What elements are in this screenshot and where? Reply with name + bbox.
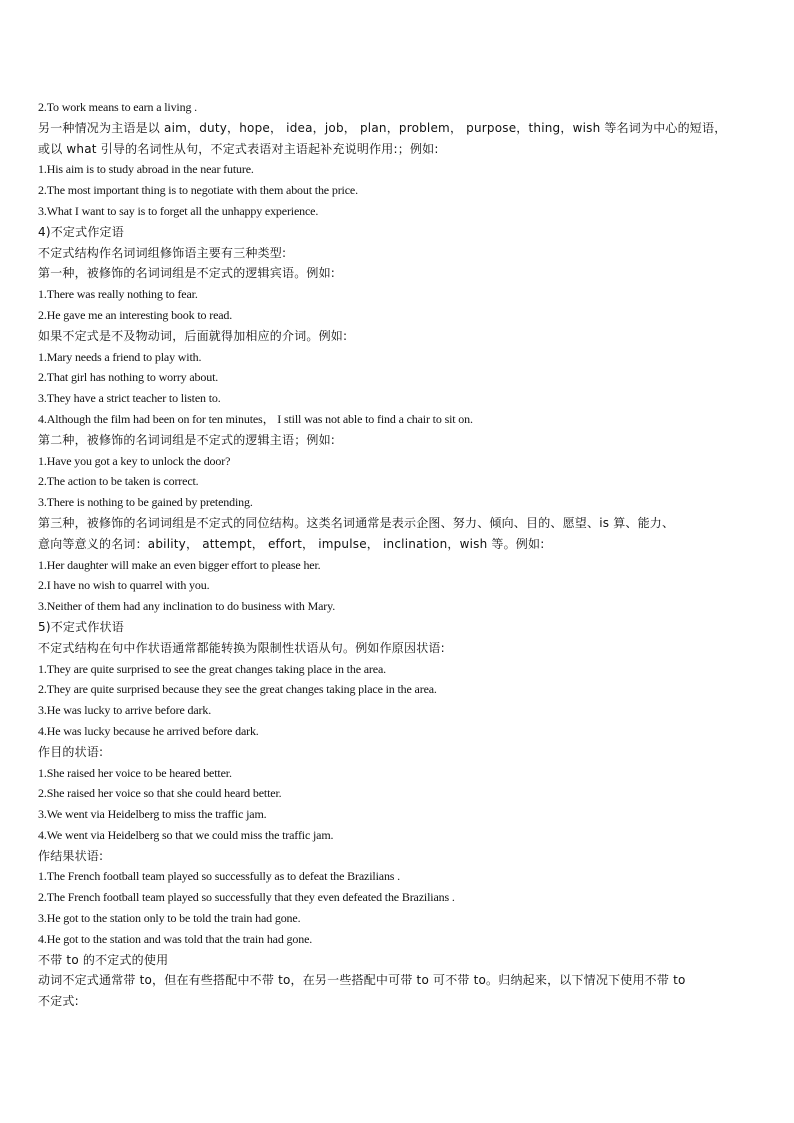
example-sentence-line: 1.Mary needs a friend to play with. — [38, 349, 202, 364]
example-sentence-line: 4.He was lucky because he arrived before dark. — [38, 723, 259, 738]
example-sentence-line: 1.They are quite surprised to see the great changes taking place in the area. — [38, 661, 386, 676]
paragraph-line-chinese: 动词不定式通常带 to，但在有些搭配中不带 to，在另一些搭配中可带 to 可不带 to。归纳起来，以下情况下使用不带 to — [38, 973, 686, 988]
example-sentence-line: 3.There is nothing to be gained by pretending. — [38, 495, 253, 510]
example-sentence-line: 1.There was really nothing to fear. — [38, 287, 198, 302]
example-sentence-line: 2.I have no wish to quarrel with you. — [38, 578, 210, 593]
paragraph-line-chinese: 另一种情况为主语是以 aim，duty，hope， idea，job， plan，problem， purpose，thing，wish 等名词为中心的短语， — [38, 120, 727, 135]
paragraph-line-chinese: 第二种，被修饰的名词词组是不定式的逻辑主语；例如: — [38, 432, 336, 447]
example-sentence-line: 2.He gave me an interesting book to read. — [38, 307, 233, 322]
paragraph-line-chinese: 不定式结构在句中作状语通常都能转换为限制性状语从句。例如作原因状语: — [38, 640, 445, 655]
example-sentence-line: 2.The most important thing is to negotiate with them about the price. — [38, 183, 358, 198]
example-sentence-line: 1.His aim is to study abroad in the near future. — [38, 162, 254, 177]
example-sentence-line: 2.She raised her voice so that she could heard better. — [38, 786, 282, 801]
example-sentence-line: 3.He was lucky to arrive before dark. — [38, 703, 212, 718]
example-sentence-line: 4.We went via Heidelberg so that we could miss the traffic jam. — [38, 827, 334, 842]
example-sentence-line: 2.They are quite surprised because they see the great changes taking place in the area. — [38, 682, 437, 697]
example-sentence-line: 1.She raised her voice to be heared better. — [38, 765, 232, 780]
example-sentence-line: 3.Neither of them had any inclination to do business with Mary. — [38, 599, 336, 614]
example-sentence-line: 3.We went via Heidelberg to miss the traffic jam. — [38, 807, 267, 822]
example-sentence-line: 1.The French football team played so successfully as to defeat the Brazilians . — [38, 869, 401, 884]
paragraph-line-chinese: 意向等意义的名词：ability， attempt， effort， impulse， inclination，wish 等。例如: — [38, 536, 545, 551]
example-sentence-line: 3.He got to the station only to be told the train had gone. — [38, 911, 301, 926]
example-sentence-line: 2.To work means to earn a living . — [38, 100, 198, 114]
document-body — [38, 97, 758, 1012]
example-sentence-line: 1.Have you got a key to unlock the door? — [38, 453, 231, 468]
paragraph-line-chinese: 第一种，被修饰的名词词组是不定式的逻辑宾语。例如: — [38, 266, 336, 281]
paragraph-line-chinese: 不定式结构作名词词组修饰语主要有三种类型: — [38, 245, 287, 260]
paragraph-line-chinese: 如果不定式是不及物动词，后面就得加相应的介词。例如: — [38, 328, 348, 343]
example-sentence-line: 1.Her daughter will make an even bigger effort to please her. — [38, 557, 321, 572]
paragraph-line-chinese: 或以 what 引导的名词性从句，不定式表语对主语起补充说明作用:；例如: — [38, 141, 439, 156]
example-sentence-line: 4.He got to the station and was told that the train had gone. — [38, 931, 313, 946]
example-sentence-line: 3.They have a strict teacher to listen to. — [38, 391, 221, 406]
example-sentence-line: 2.The French football team played so successfully that they even defeated the Brazilians . — [38, 890, 455, 905]
paragraph-line-chinese: 4)不定式作定语 — [38, 224, 124, 239]
example-sentence-line: 2.The action to be taken is correct. — [38, 474, 199, 489]
paragraph-line-chinese: 作结果状语: — [38, 848, 104, 863]
paragraph-line-chinese: 作目的状语: — [38, 744, 104, 759]
paragraph-line-chinese: 不带 to 的不定式的使用 — [38, 952, 169, 967]
paragraph-line-chinese: 5)不定式作状语 — [38, 619, 124, 634]
example-sentence-line: 3.What I want to say is to forget all the unhappy experience. — [38, 203, 319, 218]
example-sentence-line: 4.Although the film had been on for ten minutes， I still was not able to find a chair to sit on. — [38, 411, 473, 426]
paragraph-line-chinese: 第三种，被修饰的名词词组是不定式的同位结构。这类名词通常是表示企图、努力、倾向、目的、愿望、is 算、能力、 — [38, 515, 675, 530]
paragraph-line-chinese: 不定式: — [38, 994, 79, 1009]
example-sentence-line: 2.That girl has nothing to worry about. — [38, 370, 219, 385]
